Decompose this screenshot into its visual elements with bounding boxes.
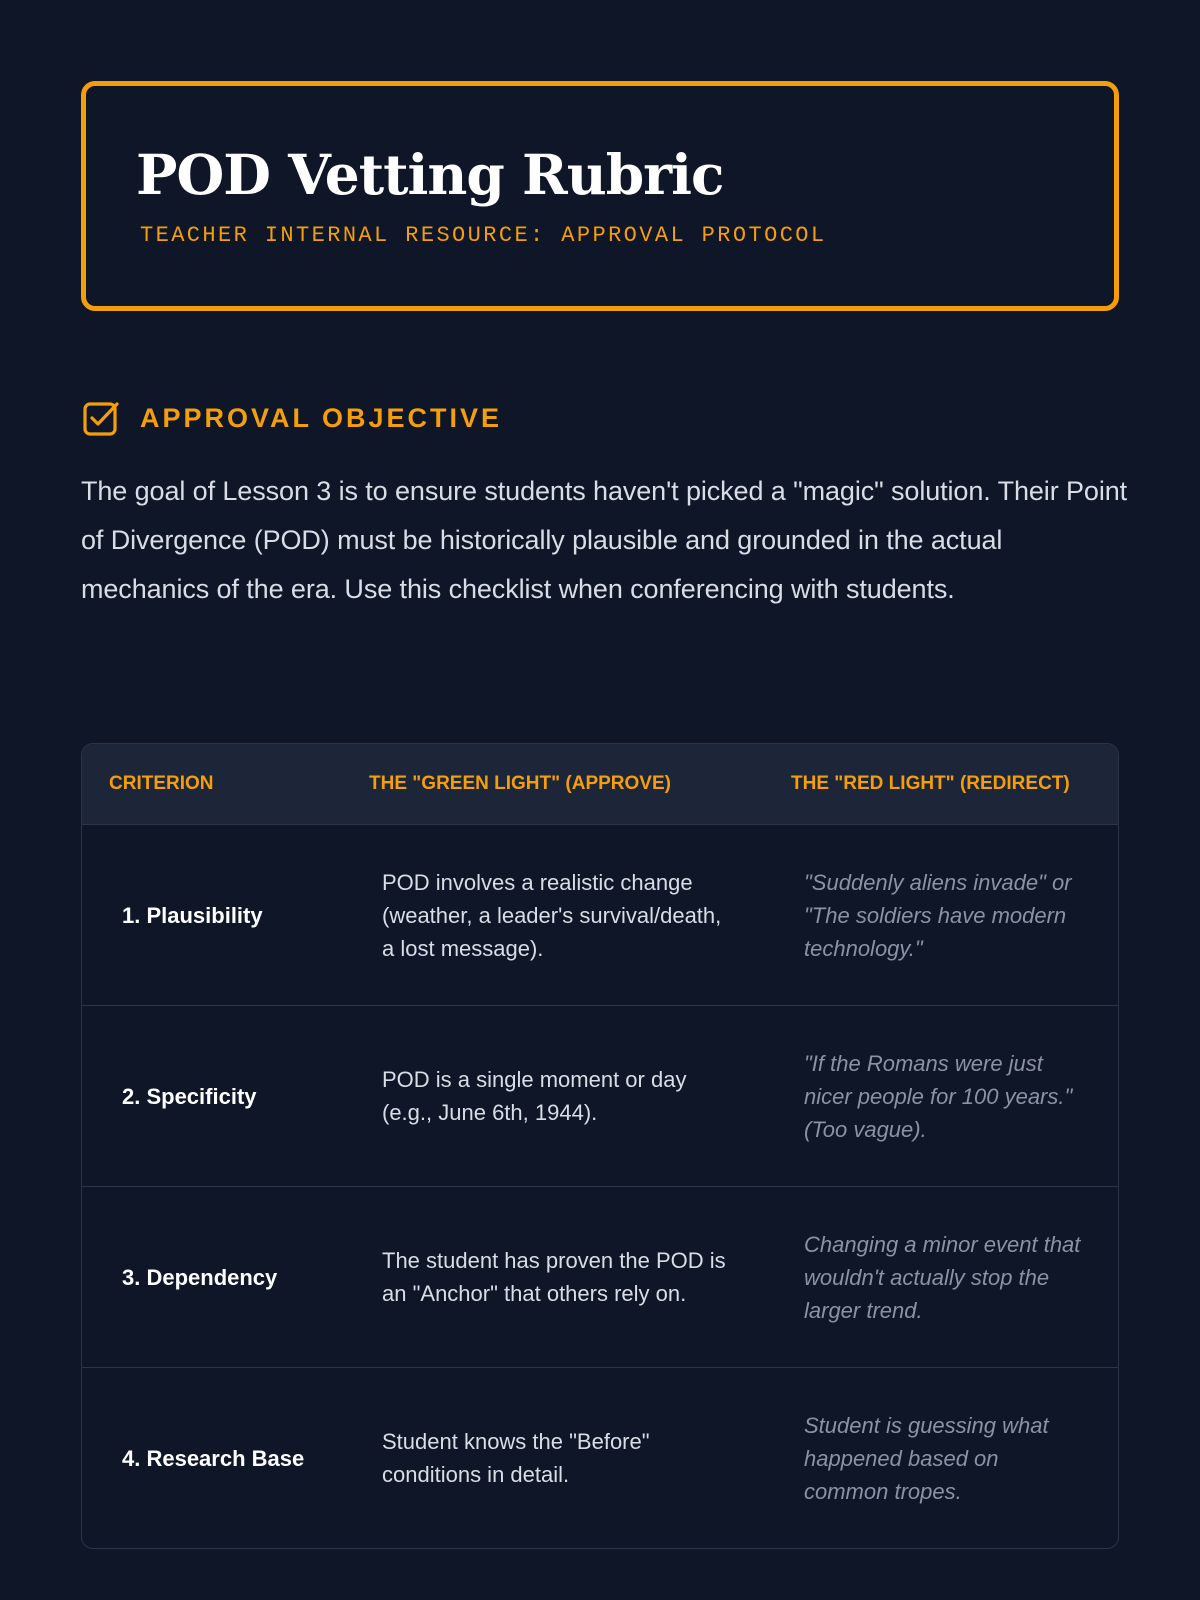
approve-cell: POD involves a realistic change (weather, a leader's survival/death, a lost message). [382, 869, 722, 961]
column-header-criterion: CRITERION [109, 773, 214, 794]
table-row [82, 1367, 1118, 1548]
redirect-cell: "Suddenly aliens invade" or "The soldiers have modern technology." [804, 869, 1072, 961]
column-header-redirect: THE "RED LIGHT" (REDIRECT) [791, 773, 1070, 794]
page-subtitle: TEACHER INTERNAL RESOURCE: APPROVAL PROTOCOL [140, 223, 827, 248]
table-row [82, 1005, 1118, 1186]
table-row [82, 824, 1118, 1005]
checkbox-checked-icon [82, 399, 120, 437]
approve-cell: The student has proven the POD is an "Anchor" that others rely on. [382, 1248, 726, 1306]
rubric-table [81, 743, 1119, 1549]
section-heading [82, 398, 502, 438]
approve-cell: Student knows the "Before" conditions in detail. [382, 1429, 650, 1487]
criterion-cell: 1. Plausibility [122, 902, 263, 928]
criterion-cell: 3. Dependency [122, 1264, 278, 1290]
approve-cell: POD is a single moment or day (e.g., June 6th, 1944). [382, 1067, 687, 1125]
criterion-cell: 2. Specificity [122, 1083, 257, 1109]
redirect-cell: "If the Romans were just nicer people for 100 years." (Too vague). [804, 1050, 1073, 1142]
table-row [82, 1186, 1118, 1367]
table-header [82, 744, 1118, 824]
criterion-cell: 4. Research Base [122, 1445, 305, 1471]
redirect-cell: Changing a minor event that wouldn't actually stop the larger trend. [804, 1231, 1081, 1323]
objective-description: The goal of Lesson 3 is to ensure students haven't picked a "magic" solution. Their Point of Divergence (POD) must be historically plausible and grounded in the actual mechanics of the era. Use this checklist when conferencing with students. [81, 476, 1128, 604]
page-title: POD Vetting Rubric [136, 142, 724, 207]
redirect-cell: Student is guessing what happened based on common tropes. [804, 1412, 1049, 1504]
section-heading-label: APPROVAL OBJECTIVE [140, 402, 503, 433]
column-header-approve: THE "GREEN LIGHT" (APPROVE) [369, 773, 671, 794]
